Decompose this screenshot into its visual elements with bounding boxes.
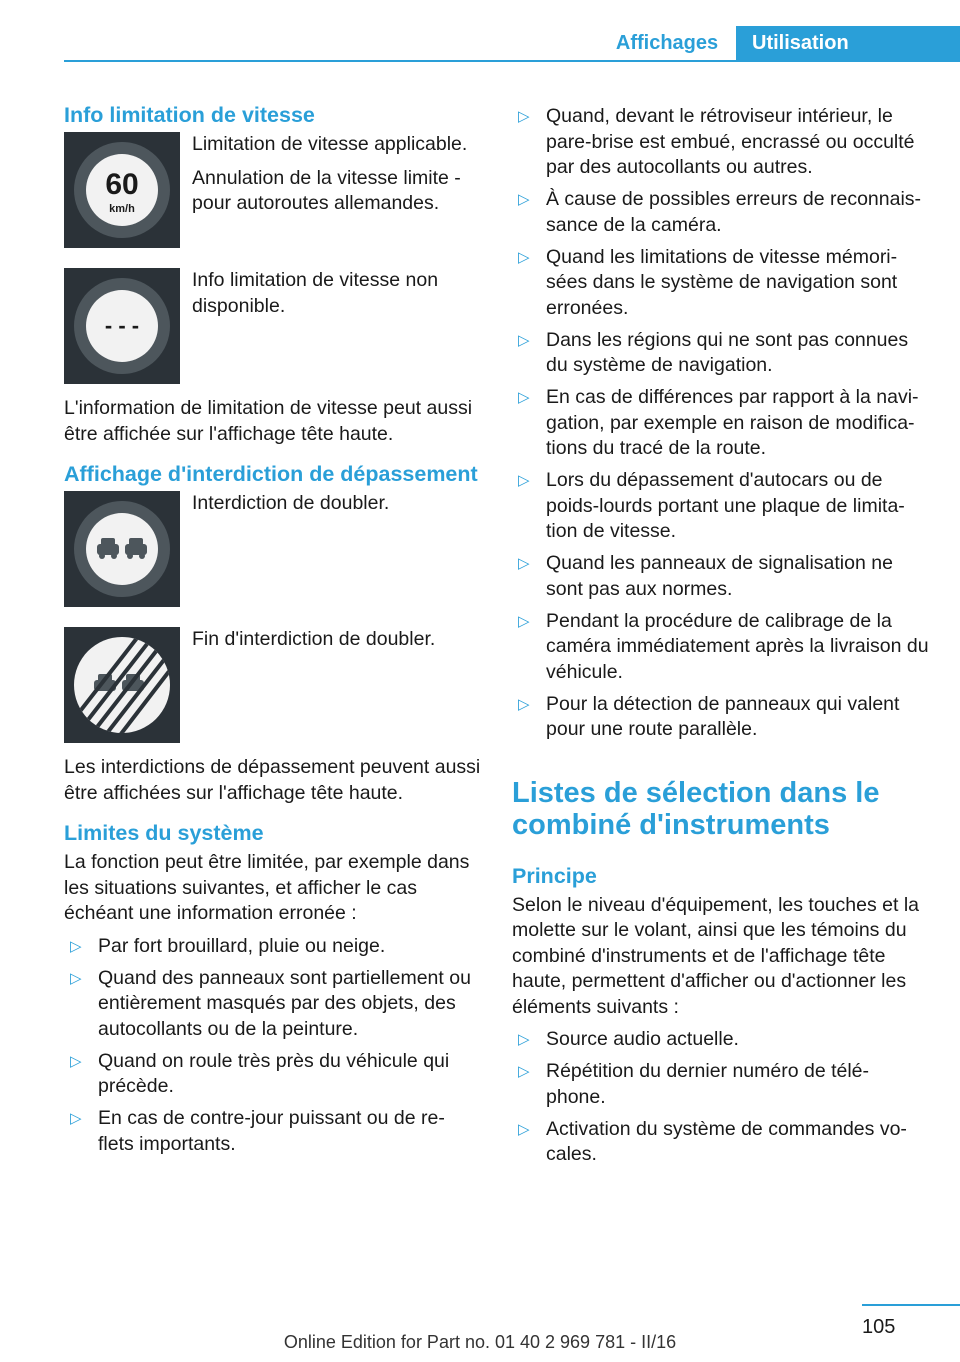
icon-text-endpass (192, 627, 435, 743)
list-item: ▷ Quand des panneaux sont partiellement ou entièrement masqués par des objets, des autocollants ou de la peinture. (70, 966, 471, 1040)
text-interdiction: Interdiction de doubler. (192, 492, 390, 514)
icon-row-dash (64, 268, 482, 384)
sign-unit: km/h (109, 203, 135, 215)
principe-list (512, 1027, 930, 1168)
triangle-bullet-icon: ▷ (518, 331, 530, 349)
triangle-bullet-icon: ▷ (70, 1110, 82, 1127)
speed-info-unavailable-icon (64, 268, 180, 384)
list-item: ▷ En cas de contre-jour puissant ou de re- flets importants. (70, 1107, 445, 1155)
text-fin-interdiction: Fin d'interdiction de doubler. (192, 628, 436, 650)
info-paragraph: L'information de limitation de vitesse peut aussi être affichée sur l'affichage tête haute. (64, 397, 473, 445)
speed-limit-60-icon (64, 132, 180, 248)
list-item: ▷ Par fort brouillard, pluie ou neige. (64, 934, 482, 960)
icon-row-60 (64, 132, 482, 248)
triangle-bullet-icon: ▷ (518, 472, 530, 489)
footer-rule (862, 1304, 960, 1306)
triangle-bullet-icon: ▷ (518, 248, 530, 266)
limites-paragraph: La fonction peut être limitée, par exemple dans les situations suivantes, et afficher le cas échéant une information erronée : (64, 851, 470, 924)
icon-row-nopass (64, 491, 482, 607)
list-item: ▷ Quand les limitations de vitesse mémori- sées dans le système de navigation sont erronées. (518, 245, 898, 319)
icon-text-60 (192, 132, 482, 248)
triangle-bullet-icon: ▷ (518, 555, 530, 572)
heading-info-limitation: Info limitation de vitesse (64, 103, 315, 127)
page-number: 105 (862, 1316, 896, 1338)
triangle-bullet-icon: ▷ (70, 969, 82, 987)
icon-text-nopass (192, 491, 389, 607)
tab-affichages[interactable]: Affichages (615, 32, 719, 54)
list-item: ▷ Source audio actuelle. (512, 1027, 930, 1053)
triangle-bullet-icon: ▷ (518, 108, 530, 125)
heading-listes-selection: Listes de sélection dans le combiné d'instruments (512, 776, 880, 841)
tab-utilisation[interactable]: Utilisation (736, 26, 960, 60)
triangle-bullet-icon: ▷ (70, 937, 82, 955)
end-no-overtaking-icon (64, 627, 180, 743)
right-column (512, 104, 930, 1174)
footer-edition: Online Edition for Part no. 01 40 2 969 781 - II/16 (283, 1332, 677, 1352)
text-non-disponible: Info limitation de vitesse non disponible. (192, 269, 439, 317)
heading-depassement: Affichage d'interdiction de dépassement (64, 462, 478, 486)
list-item: ▷ Quand, devant le rétroviseur intérieur, le pare-brise est embué, encrassé ou occulté par des autocollants ou autres. (518, 105, 915, 178)
limites-list-continued (512, 104, 930, 743)
limites-list (64, 934, 482, 1158)
triangle-bullet-icon: ▷ (518, 1063, 530, 1080)
triangle-bullet-icon: ▷ (70, 1052, 82, 1070)
list-item: ▷ Répétition du dernier numéro de télé- phone. (518, 1060, 870, 1108)
list-item: ▷ En cas de différences par rapport à la navi- gation, par exemple en raison de modifica- tions du tracé de la route. (518, 386, 919, 459)
triangle-bullet-icon: ▷ (518, 695, 530, 713)
icon-row-endpass (64, 627, 482, 743)
list-item: ▷ Pour la détection de panneaux qui valent pour une route parallèle. (518, 692, 900, 740)
list-item: ▷ Quand les panneaux de signalisation ne sont pas aux normes. (518, 552, 893, 600)
dash-glyph: - - - (104, 313, 140, 338)
list-item: ▷ À cause de possibles erreurs de reconnais- sance de la caméra. (518, 188, 922, 236)
triangle-bullet-icon: ▷ (518, 1031, 530, 1048)
icon-text-dash (192, 268, 482, 384)
no-overtaking-icon (64, 491, 180, 607)
text-annulation: Annulation de la vitesse limite - pour autoroutes allemandes. (192, 166, 461, 214)
list-item: ▷ Quand on roule très près du véhicule qui précède. (70, 1049, 450, 1097)
list-item: ▷ Dans les régions qui ne sont pas connues du système de navigation. (518, 328, 909, 376)
list-item: ▷ Pendant la procédure de calibrage de la caméra immédiatement après la livraison du véhicule. (518, 609, 929, 683)
list-item: ▷ Activation du système de commandes vo- cales. (518, 1117, 907, 1165)
principe-paragraph: Selon le niveau d'équipement, les touches et la molette sur le volant, ainsi que les témoins du combiné d'instruments et de l'affichage tête haute, permettent d'afficher ou d'actionner les éléments suivants : (512, 893, 919, 1018)
text-limitation-applicable: Limitation de vitesse applicable. (192, 133, 468, 155)
heading-principe: Principe (512, 863, 597, 888)
header-rule (64, 60, 960, 62)
heading-limites: Limites du système (64, 821, 264, 845)
sign-number: 60 (105, 168, 139, 201)
pass-paragraph: Les interdictions de dépassement peuvent aussi être affichées sur l'affichage tête haute. (64, 756, 481, 804)
triangle-bullet-icon: ▷ (518, 612, 530, 630)
left-column (64, 102, 482, 1164)
triangle-bullet-icon: ▷ (518, 1120, 530, 1138)
list-item: ▷ Lors du dépassement d'autocars ou de poids-lourds portant une plaque de limita- tion de vitesse. (518, 469, 905, 542)
triangle-bullet-icon: ▷ (518, 389, 530, 406)
triangle-bullet-icon: ▷ (518, 191, 530, 208)
